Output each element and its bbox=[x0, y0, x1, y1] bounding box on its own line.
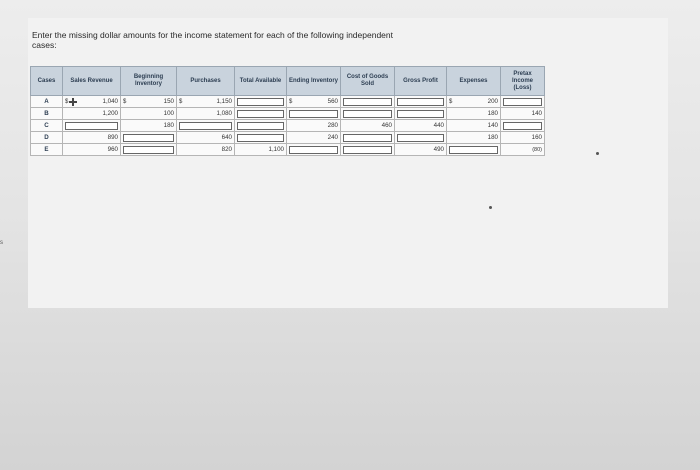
purchases-value: 820 bbox=[221, 146, 232, 153]
gross-profit-cell[interactable] bbox=[395, 132, 447, 144]
ending-inventory-cell[interactable] bbox=[287, 144, 341, 156]
cogs-cell[interactable] bbox=[341, 132, 395, 144]
header-gross-profit: Gross Profit bbox=[395, 67, 447, 96]
cogs-cell[interactable] bbox=[341, 144, 395, 156]
ending-inventory-cell bbox=[287, 120, 341, 132]
margin-mark: s bbox=[0, 240, 3, 246]
total-available-input[interactable] bbox=[237, 110, 284, 118]
total-available-input[interactable] bbox=[237, 122, 284, 130]
header-pretax-income-label: Pretax Income bbox=[511, 70, 533, 84]
case-label: B bbox=[31, 108, 63, 120]
ending-inventory-cell bbox=[287, 132, 341, 144]
total-available-input[interactable] bbox=[237, 134, 284, 142]
header-total-available: Total Available bbox=[235, 67, 287, 96]
sales-cell bbox=[63, 144, 121, 156]
beginning-inventory-input[interactable] bbox=[123, 146, 174, 154]
cogs-input[interactable] bbox=[343, 110, 392, 118]
currency-sign: $ bbox=[179, 98, 183, 105]
purchases-input[interactable] bbox=[179, 122, 232, 130]
sales-input[interactable] bbox=[65, 122, 118, 130]
header-row bbox=[31, 67, 545, 96]
expenses-input[interactable] bbox=[449, 146, 498, 154]
pretax-income-value: 160 bbox=[531, 134, 542, 141]
header-ending-inventory: Ending Inventory bbox=[287, 67, 341, 96]
gross-profit-value: 440 bbox=[433, 122, 444, 129]
total-available-cell[interactable] bbox=[235, 132, 287, 144]
pretax-income-input[interactable] bbox=[503, 98, 542, 106]
case-label: A bbox=[31, 96, 63, 108]
sales-cell bbox=[63, 96, 121, 108]
total-available-input[interactable] bbox=[237, 98, 284, 106]
case-label: C bbox=[31, 120, 63, 132]
pretax-income-input[interactable] bbox=[503, 122, 542, 130]
expenses-cell bbox=[447, 108, 501, 120]
pretax-income-value: 140 bbox=[531, 110, 542, 117]
purchases-value: 1,150 bbox=[216, 98, 232, 105]
pretax-loss-value: (80) bbox=[532, 146, 542, 153]
case-label: D bbox=[31, 132, 63, 144]
cogs-input[interactable] bbox=[343, 146, 392, 154]
header-pretax-income bbox=[501, 67, 545, 96]
ending-inventory-value: 280 bbox=[327, 122, 338, 129]
gross-profit-cell[interactable] bbox=[395, 96, 447, 108]
cogs-cell bbox=[341, 120, 395, 132]
beginning-inventory-cell bbox=[121, 96, 177, 108]
total-available-cell[interactable] bbox=[235, 96, 287, 108]
ending-inventory-input[interactable] bbox=[289, 146, 338, 154]
beginning-inventory-cell bbox=[121, 120, 177, 132]
gross-profit-value: 490 bbox=[433, 146, 444, 153]
content-panel bbox=[28, 18, 668, 308]
expenses-cell[interactable] bbox=[447, 144, 501, 156]
cogs-cell[interactable] bbox=[341, 96, 395, 108]
expenses-cell bbox=[447, 96, 501, 108]
beginning-inventory-cell[interactable] bbox=[121, 144, 177, 156]
gross-profit-cell[interactable] bbox=[395, 108, 447, 120]
beginning-inventory-value: 180 bbox=[163, 122, 174, 129]
total-available-cell[interactable] bbox=[235, 108, 287, 120]
table-row bbox=[31, 120, 545, 132]
gross-profit-cell bbox=[395, 144, 447, 156]
expenses-cell bbox=[447, 132, 501, 144]
cogs-input[interactable] bbox=[343, 98, 392, 106]
expenses-cell bbox=[447, 120, 501, 132]
move-cursor-icon bbox=[69, 98, 77, 106]
cogs-input[interactable] bbox=[343, 134, 392, 142]
currency-sign: $ bbox=[449, 98, 453, 105]
total-available-cell bbox=[235, 144, 287, 156]
header-cases: Cases bbox=[31, 67, 63, 96]
currency-sign: $ bbox=[65, 98, 69, 105]
ending-inventory-cell bbox=[287, 96, 341, 108]
purchases-cell bbox=[177, 132, 235, 144]
purchases-value: 640 bbox=[221, 134, 232, 141]
gross-profit-input[interactable] bbox=[397, 98, 444, 106]
expenses-value: 180 bbox=[487, 134, 498, 141]
cogs-cell[interactable] bbox=[341, 108, 395, 120]
screen-speck bbox=[596, 152, 599, 155]
pretax-income-cell[interactable] bbox=[501, 96, 545, 108]
sales-value: 1,200 bbox=[102, 110, 118, 117]
ending-inventory-cell[interactable] bbox=[287, 108, 341, 120]
gross-profit-input[interactable] bbox=[397, 134, 444, 142]
currency-sign: $ bbox=[289, 98, 293, 105]
ending-inventory-value: 560 bbox=[327, 98, 338, 105]
purchases-value: 1,080 bbox=[216, 110, 232, 117]
question-prompt: Enter the missing dollar amounts for the income statement for each of the following independent cases: bbox=[32, 30, 393, 50]
total-available-cell[interactable] bbox=[235, 120, 287, 132]
expenses-value: 180 bbox=[487, 110, 498, 117]
pretax-income-cell bbox=[501, 144, 545, 156]
table-row bbox=[31, 108, 545, 120]
income-statement-table bbox=[30, 66, 545, 156]
header-pretax-loss-label: (Loss) bbox=[513, 84, 532, 91]
pretax-income-cell bbox=[501, 132, 545, 144]
sales-cell bbox=[63, 108, 121, 120]
beginning-inventory-cell bbox=[121, 108, 177, 120]
sales-cell[interactable] bbox=[63, 120, 121, 132]
table-row bbox=[31, 132, 545, 144]
beginning-inventory-value: 100 bbox=[163, 110, 174, 117]
gross-profit-input[interactable] bbox=[397, 110, 444, 118]
purchases-cell bbox=[177, 108, 235, 120]
expenses-value: 200 bbox=[487, 98, 498, 105]
purchases-cell bbox=[177, 144, 235, 156]
header-expenses: Expenses bbox=[447, 67, 501, 96]
case-label: E bbox=[31, 144, 63, 156]
ending-inventory-value: 240 bbox=[327, 134, 338, 141]
ending-inventory-input[interactable] bbox=[289, 110, 338, 118]
beginning-inventory-value: 150 bbox=[163, 98, 174, 105]
header-sales-revenue: Sales Revenue bbox=[63, 67, 121, 96]
purchases-cell[interactable] bbox=[177, 120, 235, 132]
header-beginning-inventory: Beginning Inventory bbox=[121, 67, 177, 96]
pretax-income-cell bbox=[501, 108, 545, 120]
sales-value: 960 bbox=[107, 146, 118, 153]
sales-value: 1,040 bbox=[102, 98, 118, 105]
table-row bbox=[31, 144, 545, 156]
total-available-value: 1,100 bbox=[268, 146, 284, 153]
sales-value: 890 bbox=[107, 134, 118, 141]
table-row bbox=[31, 96, 545, 108]
pretax-income-cell[interactable] bbox=[501, 120, 545, 132]
gross-profit-cell bbox=[395, 120, 447, 132]
header-cogs: Cost of Goods Sold bbox=[341, 67, 395, 96]
beginning-inventory-input[interactable] bbox=[123, 134, 174, 142]
beginning-inventory-cell[interactable] bbox=[121, 132, 177, 144]
screen-speck bbox=[489, 206, 492, 209]
cogs-value: 460 bbox=[381, 122, 392, 129]
purchases-cell bbox=[177, 96, 235, 108]
sales-cell bbox=[63, 132, 121, 144]
expenses-value: 140 bbox=[487, 122, 498, 129]
header-purchases: Purchases bbox=[177, 67, 235, 96]
currency-sign: $ bbox=[123, 98, 127, 105]
